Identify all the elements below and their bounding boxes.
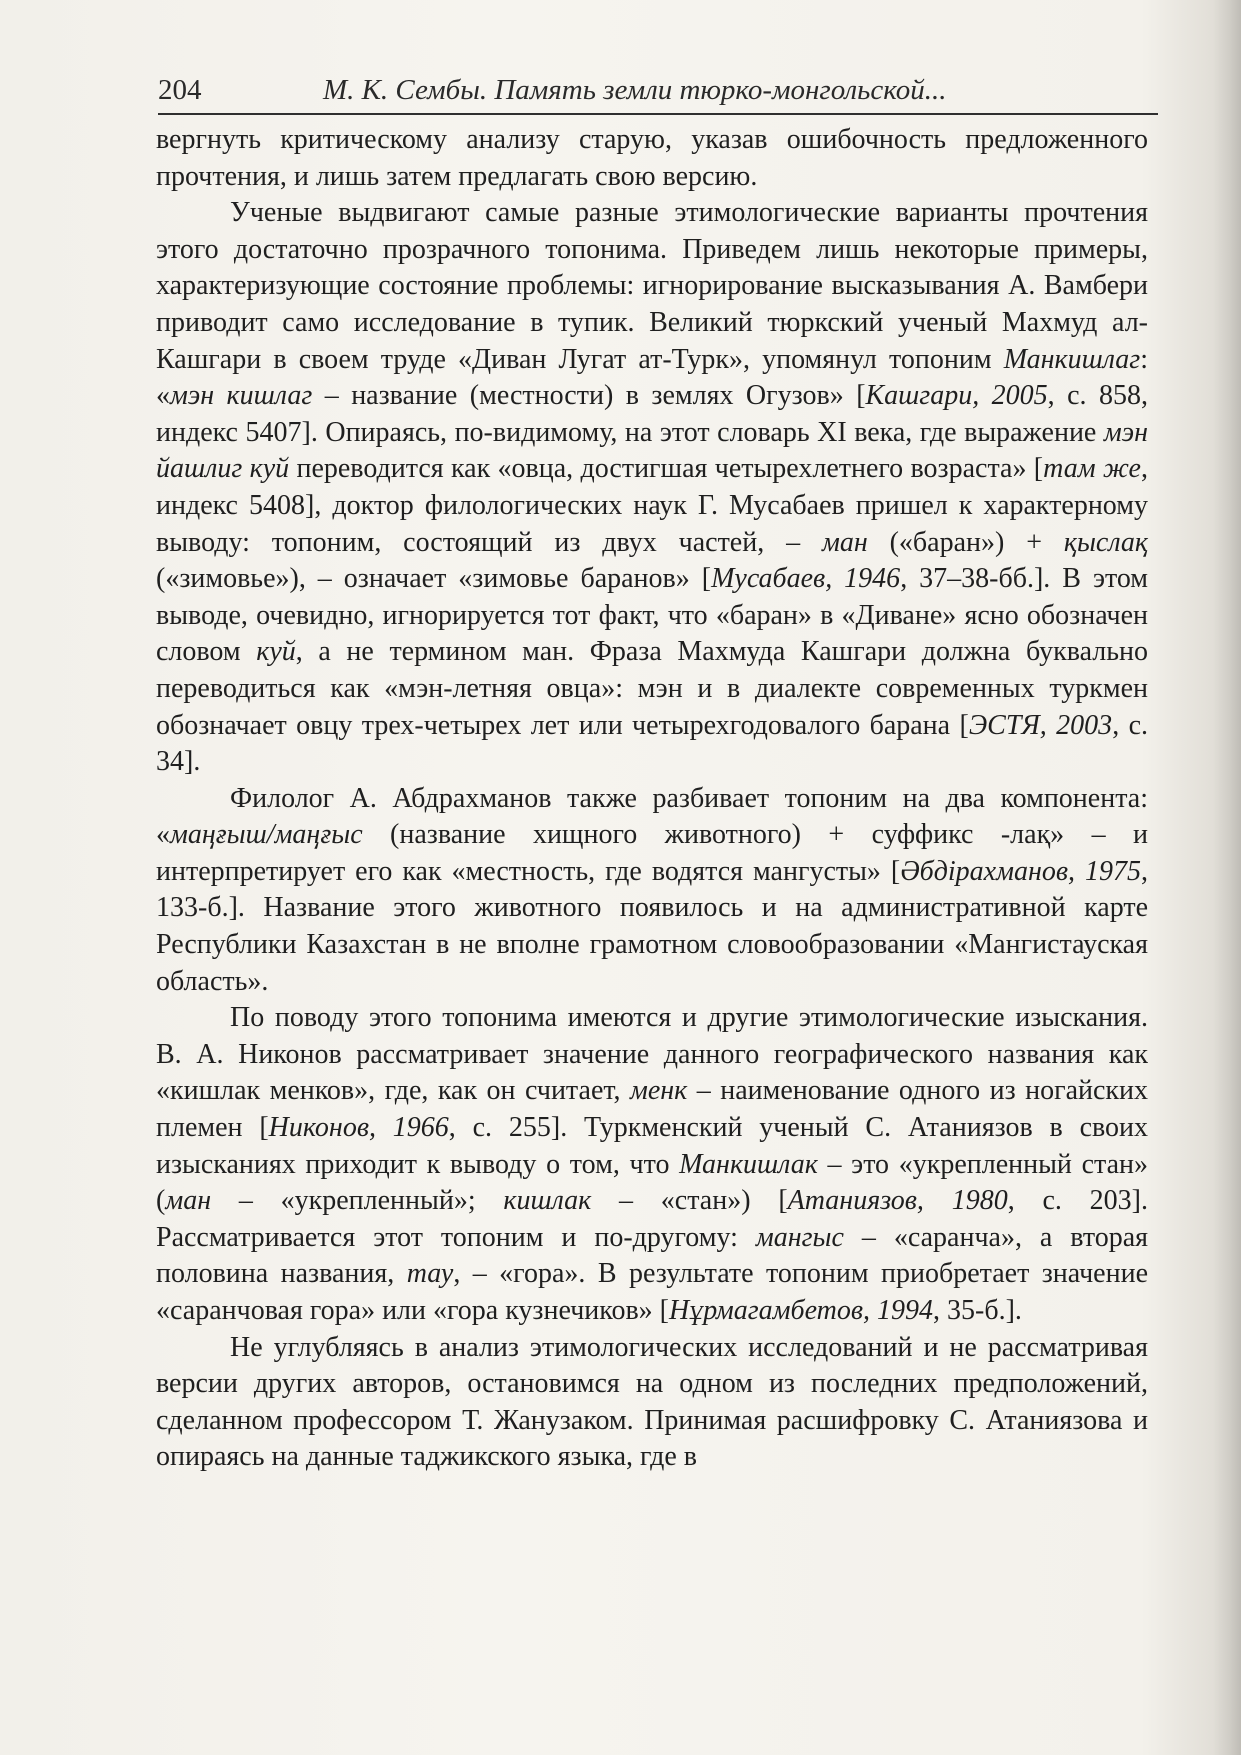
italic-term: там же <box>1043 453 1141 485</box>
text-run: , с. 858, индекс 5407]. Опираясь, по-видимому, на этот словарь XI века, где выражение <box>156 380 1149 448</box>
italic-term: Никонов, 1966 <box>268 1112 449 1144</box>
text-run: , а не термином ман. Фраза Махмуда Кашгари должна буквально переводиться как «мэн-летняя овца»: мэн и в диалекте современных туркмен обозначает овцу трех-четырех лет или четырехгодовалого барана [ <box>156 636 1148 741</box>
italic-term: Кашгари, 2005 <box>865 380 1048 412</box>
text-run: Ученые выдвигают самые разные этимологические варианты прочтения этого достаточно прозрачного топонима. Приведем лишь некоторые примеры, характеризующие состояние проблемы: игнорирование высказывания А. Вамбери приводит само исследование в тупик. Великий тюркский ученый Махмуд ал-Кашгари в своем труде «Диван Лугат ат-Турк», упомянул топоним <box>156 197 1148 375</box>
paragraph <box>156 781 1148 1001</box>
text-run: , 35-б.]. <box>933 1295 1022 1326</box>
text-run: , 133-б.]. Название этого животного появилось и на административной карте Республики Казахстан в не вполне грамотном словообразовании «Мангистауская область». <box>156 855 1148 997</box>
italic-term: менк <box>629 1075 688 1107</box>
italic-term: Атаниязов, 1980 <box>787 1185 1008 1217</box>
italic-term: ман <box>165 1185 212 1217</box>
italic-term: қыслақ <box>1063 526 1149 558</box>
paragraph <box>156 1000 1148 1329</box>
italic-term: кишлак <box>503 1185 592 1217</box>
italic-term: мэн йашлиг куй <box>156 416 1148 485</box>
italic-term: Әбдірахманов, 1975 <box>900 855 1141 887</box>
text-run: вергнуть критическому анализу старую, указав ошибочность предложенного прочтения, и лишь затем предлагать свою версию. <box>156 124 1148 192</box>
text-run: – это «укрепленный стан» ( <box>156 1148 1148 1217</box>
page-gutter-shadow <box>1213 0 1241 1755</box>
text-run: – «укрепленный»; <box>211 1185 504 1217</box>
italic-term: ман <box>821 526 868 558</box>
text-run: (название хищного животного) + суффикс -лақ» – и интерпретирует его как «местность, где водятся мангусты» [ <box>156 819 1148 887</box>
paragraph <box>156 195 1148 781</box>
italic-term: тау <box>406 1258 454 1290</box>
italic-term: ЭСТЯ, 2003 <box>968 709 1113 741</box>
text-run: Филолог А. Абдрахманов также разбивает топоним на два компонента: « <box>156 782 1148 851</box>
page-number: 204 <box>158 74 202 106</box>
text-run: («баран») + <box>867 526 1064 558</box>
text-run: переводится как «овца, достигшая четырехлетнего возраста» [ <box>289 453 1044 485</box>
text-run: : « <box>156 343 1148 412</box>
paragraph <box>156 122 1148 195</box>
italic-term: Манкишлаг <box>1003 343 1141 375</box>
running-title: М. К. Сембы. Память земли тюрко-монгольской... <box>323 74 947 106</box>
text-run: – название (местности) в землях Огузов» [ <box>312 380 866 412</box>
italic-term: Манкишлак <box>679 1148 818 1180</box>
text-run: – «саранча», а вторая половина названия, <box>156 1221 1148 1290</box>
body-text <box>156 122 1148 1476</box>
paragraph <box>156 1330 1148 1476</box>
text-run: Не углубляясь в анализ этимологических исследований и не рассматривая версии других авторов, остановимся на одном из последних предположений, сделанном профессором Т. Жанузаком. Принимая расшифровку С. Атаниязова и опираясь на данные таджикского языка, где в <box>156 1331 1148 1473</box>
italic-term: Нұрмагамбетов, 1994 <box>669 1295 934 1326</box>
italic-term: мангыс <box>755 1221 844 1253</box>
text-run: , с. 34]. <box>156 709 1149 778</box>
page-header <box>158 74 1158 118</box>
text-run: – «стан») [ <box>591 1185 788 1217</box>
text-run: – наименование одного из ногайских племен [ <box>156 1075 1148 1144</box>
text-run: , с. 255]. Туркменский ученый С. Атаниязов в своих изысканиях приходит к выводу о том, что <box>156 1112 1149 1180</box>
text-run: По поводу этого топонима имеются и другие этимологические изыскания. В. А. Никонов рассматривает значение данного географического названия как «кишлак менков», где, как он считает, <box>156 1002 1148 1107</box>
text-run: («зимовье»), – означает «зимовье баранов» [ <box>156 563 712 595</box>
text-run: , – «гора». В результате топоним приобретает значение «саранчовая гора» или «гора кузнечиков» [ <box>156 1258 1148 1326</box>
text-run: , с. 203]. Рассматривается этот топоним и по-другому: <box>156 1185 1148 1253</box>
italic-term: маңғыш/маңғыс <box>170 819 363 851</box>
text-run: , индекс 5408], доктор филологических наук Г. Мусабаев пришел к характерному выводу: топоним, состоящий из двух частей, – <box>156 453 1148 558</box>
text-run: , 37–38-бб.]. В этом выводе, очевидно, игнорируется тот факт, что «баран» в «Диване» ясно обозначен словом <box>156 563 1149 668</box>
italic-term: куй <box>256 636 296 668</box>
italic-term: мэн кишлаг <box>170 380 313 412</box>
italic-term: Мусабаев, 1946 <box>711 563 901 595</box>
header-rule <box>158 113 1158 115</box>
